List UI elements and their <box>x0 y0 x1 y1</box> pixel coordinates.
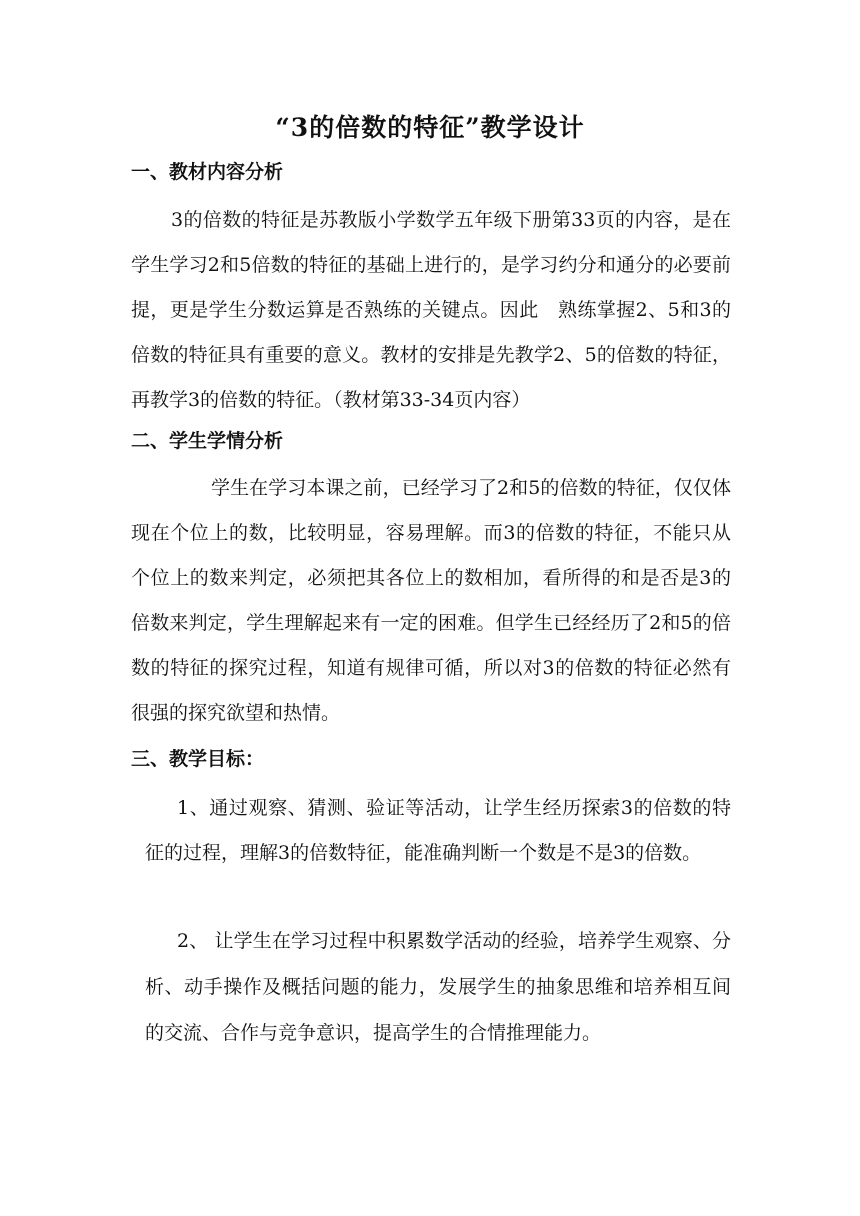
section-heading-textbook-analysis: 一、教材内容分析 <box>131 161 284 183</box>
section-heading-teaching-goals: 三、教学目标： <box>131 748 265 770</box>
student-analysis-paragraph: 学生在学习本课之前，已经学习了2和5的倍数的特征，仅仅体现在个位上的数，比较明显，容易理解。而3的倍数的特征，不能只从个位上的数来判定，必须把其各位上的数相加，看所得的和是否是3的倍数来判定，学生理解起来有一定的困难。但学生已经经历了2和5的倍数的特征的探究过程，知道有规律可循，所以对3的倍数的特征必然有很强的探究欲望和热情。 <box>131 477 731 724</box>
teaching-goal-item-1: 1、通过观察、猜测、验证等活动，让学生经历探索3的倍数的特征的过程，理解3的倍数特征，能准确判断一个数是不是3的倍数。 <box>145 797 731 864</box>
document-title: “3的倍数的特征”教学设计 <box>275 113 585 142</box>
textbook-analysis-paragraph: 3的倍数的特征是苏教版小学数学五年级下册第33页的内容，是在学生学习2和5倍数的特征的基础上进行的，是学习约分和通分的必要前提，更是学生分数运算是否熟练的关键点。因此 熟练掌握2、5和3的倍数的特征具有重要的意义。教材的安排是先教学2、5的倍数的特征，再教学3的倍数的特征。（教材第33-34页内容） <box>131 209 731 411</box>
section-heading-student-analysis: 二、学生学情分析 <box>131 430 284 452</box>
teaching-goal-item-2: 2、 让学生在学习过程中积累数学活动的经验，培养学生观察、分析、动手操作及概括问题的能力，发展学生的抽象思维和培养相互间的交流、合作与竞争意识，提高学生的合情推理能力。 <box>145 930 731 1044</box>
